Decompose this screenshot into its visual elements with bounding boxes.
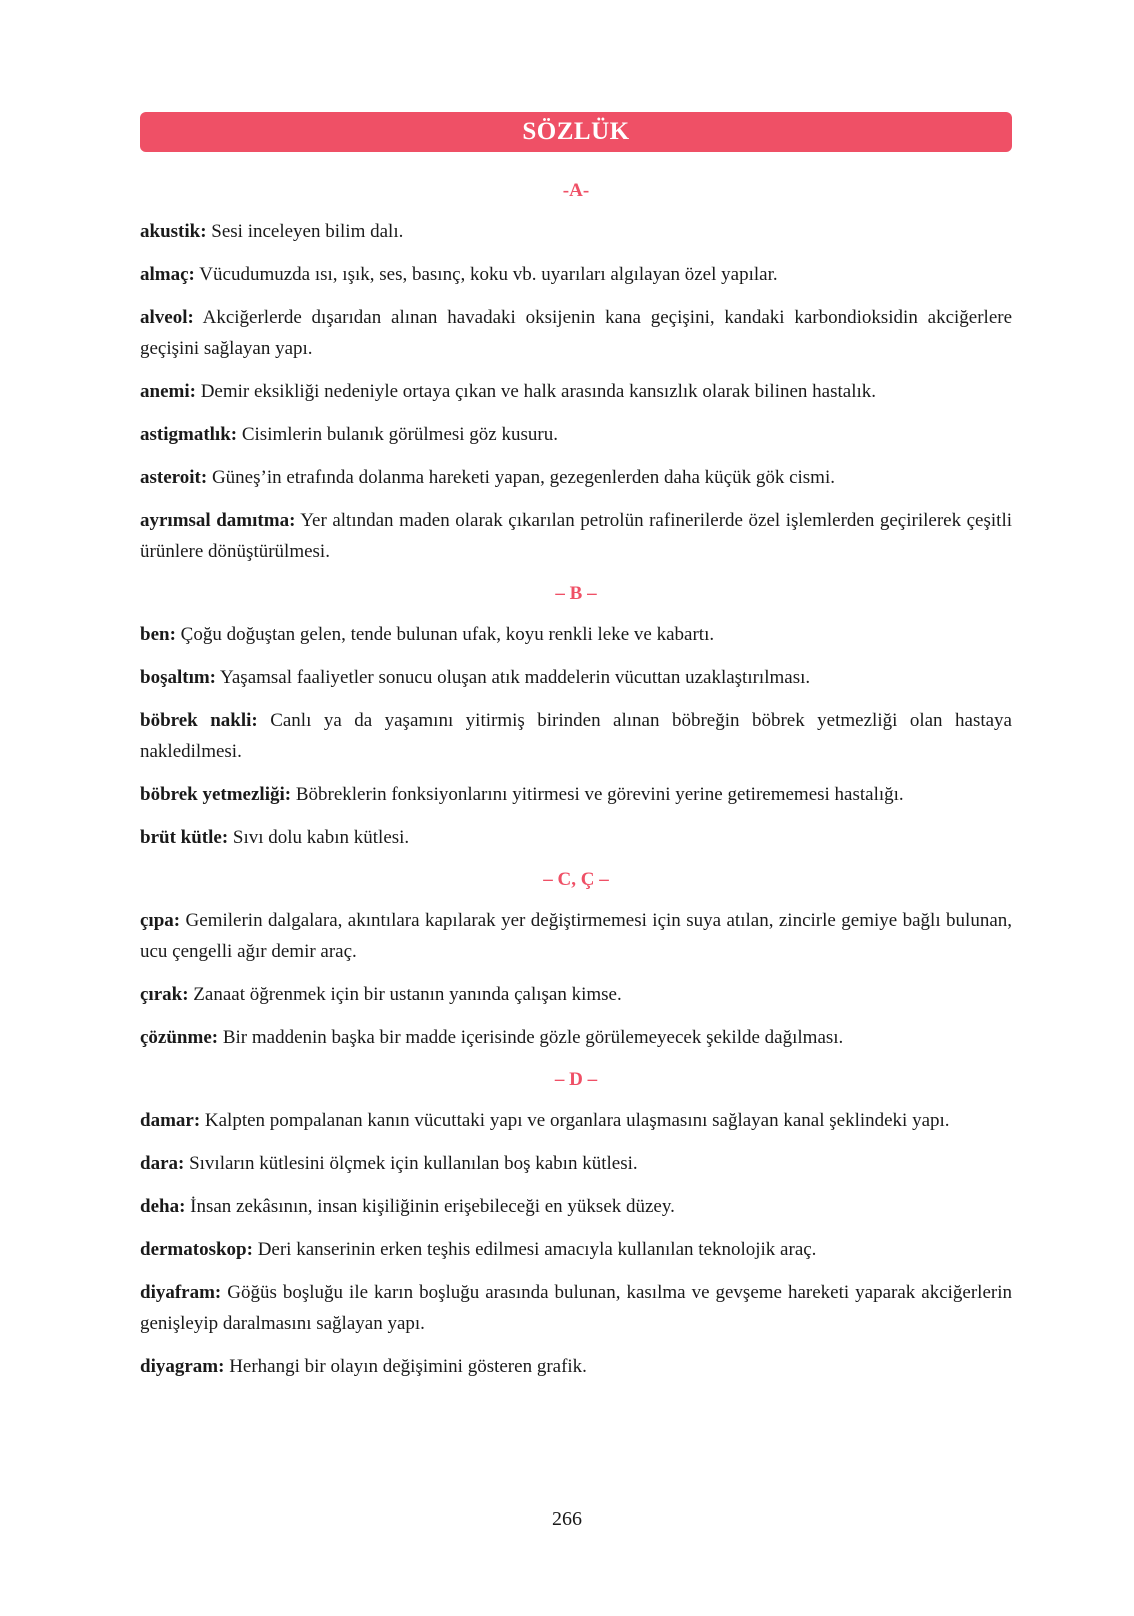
entry-term: böbrek nakli: xyxy=(140,710,258,731)
glossary-entry xyxy=(140,462,1012,493)
glossary-entry xyxy=(140,905,1012,967)
glossary-entry xyxy=(140,662,1012,693)
glossary-entry xyxy=(140,1277,1012,1339)
entry-term: böbrek yetmezliği: xyxy=(140,784,292,805)
entry-term: boşaltım: xyxy=(140,667,216,688)
entry-term: akustik: xyxy=(140,221,207,242)
entry-term: asteroit: xyxy=(140,467,208,488)
entry-definition: Akciğerlerde dışarıdan alınan havadaki oksijenin kana geçişini, kandaki karbondioksidin akciğerlere geçişini sağlayan yapı. xyxy=(140,307,1013,359)
section-letter-d: – D – xyxy=(554,1069,598,1090)
entry-term: dara: xyxy=(140,1153,185,1174)
entry-term: dermatoskop: xyxy=(140,1239,253,1260)
entry-term: ayrımsal damıtma: xyxy=(140,510,296,531)
entry-term: çözünme: xyxy=(140,1027,219,1048)
entry-definition: Yer altından maden olarak çıkarılan petrolün rafinerilerde özel işlemlerden geçirilerek çeşitli ürünlere dönüştürülmesi. xyxy=(140,510,1012,562)
glossary-entry xyxy=(140,216,1012,247)
entry-definition: Böbreklerin fonksiyonlarını yitirmesi ve görevini yerine getirememesi hastalığı. xyxy=(295,784,904,805)
entry-term: diyagram: xyxy=(140,1356,225,1377)
section-b xyxy=(140,581,1012,853)
entry-term: brüt kütle: xyxy=(140,827,229,848)
entry-term: alveol: xyxy=(140,307,194,328)
entry-term: diyafram: xyxy=(140,1282,222,1303)
glossary-entry xyxy=(140,779,1012,810)
glossary-entry xyxy=(140,505,1012,567)
entry-term: çırak: xyxy=(140,984,189,1005)
section-letter-a: -A- xyxy=(562,180,590,201)
entry-definition: Çoğu doğuştan gelen, tende bulunan ufak, koyu renkli leke ve kabartı. xyxy=(180,624,715,645)
glossary-entry xyxy=(140,979,1012,1010)
glossary-entry xyxy=(140,1191,1012,1222)
section-a xyxy=(140,178,1012,567)
entry-term: damar: xyxy=(140,1110,201,1131)
entry-term: astigmatlık: xyxy=(140,424,238,445)
entry-definition: Sesi inceleyen bilim dalı. xyxy=(211,221,404,242)
entry-definition: Kalpten pompalanan kanın vücuttaki yapı ve organlara ulaşmasını sağlayan kanal şeklindeki yapı. xyxy=(204,1110,950,1131)
section-c xyxy=(140,867,1012,1053)
page-number: 266 xyxy=(552,1508,582,1530)
entry-definition: Deri kanserinin erken teşhis edilmesi amacıyla kullanılan teknolojik araç. xyxy=(257,1239,817,1260)
entry-definition: Bir maddenin başka bir madde içerisinde gözle görülemeyecek şekilde dağılması. xyxy=(222,1027,844,1048)
glossary-entry xyxy=(140,302,1012,364)
glossary-content xyxy=(140,178,1012,1396)
glossary-entry xyxy=(140,419,1012,450)
entry-definition: Zanaat öğrenmek için bir ustanın yanında çalışan kimse. xyxy=(193,984,622,1005)
entry-definition: Demir eksikliği nedeniyle ortaya çıkan ve halk arasında kansızlık olarak bilinen hastalık. xyxy=(200,381,877,402)
entry-definition: Sıvı dolu kabın kütlesi. xyxy=(232,827,410,848)
entry-definition: Canlı ya da yaşamını yitirmiş birinden alınan böbreğin böbrek yetmezliği olan hastaya nakledilmesi. xyxy=(140,710,1012,762)
glossary-entry xyxy=(140,1022,1012,1053)
glossary-entry xyxy=(140,822,1012,853)
glossary-entry xyxy=(140,619,1012,650)
entry-definition: Cisimlerin bulanık görülmesi göz kusuru. xyxy=(241,424,558,445)
entry-term: çıpa: xyxy=(140,910,181,931)
entry-definition: Güneş’in etrafında dolanma hareketi yapan, gezegenlerden daha küçük gök cismi. xyxy=(211,467,835,488)
section-letter-b: – B – xyxy=(555,583,597,604)
entry-definition: Göğüs boşluğu ile karın boşluğu arasında bulunan, kasılma ve gevşeme hareketi yaparak akciğerlerin genişleyip daralmasını sağlayan yapı. xyxy=(140,1282,1012,1334)
glossary-entry xyxy=(140,1148,1012,1179)
section-letter-c: – C, Ç – xyxy=(543,869,609,890)
glossary-entry xyxy=(140,1234,1012,1265)
glossary-title-bar xyxy=(140,112,1012,152)
glossary-entry xyxy=(140,376,1012,407)
entry-term: anemi: xyxy=(140,381,196,402)
glossary-entry xyxy=(140,1105,1012,1136)
entry-definition: Vücudumuzda ısı, ışık, ses, basınç, koku vb. uyarıları algılayan özel yapılar. xyxy=(199,264,778,285)
entry-definition: Yaşamsal faaliyetler sonucu oluşan atık maddelerin vücuttan uzaklaştırılması. xyxy=(220,667,811,688)
entry-definition: Sıvıların kütlesini ölçmek için kullanılan boş kabın kütlesi. xyxy=(189,1153,638,1174)
entry-term: deha: xyxy=(140,1196,186,1217)
section-d xyxy=(140,1067,1012,1382)
glossary-entry xyxy=(140,259,1012,290)
entry-term: almaç: xyxy=(140,264,195,285)
glossary-entry xyxy=(140,705,1012,767)
glossary-entry xyxy=(140,1351,1012,1382)
entry-definition: Herhangi bir olayın değişimini gösteren grafik. xyxy=(229,1356,587,1377)
entry-definition: Gemilerin dalgalara, akıntılara kapılarak yer değiştirmemesi için suya atılan, zincirle gemiye bağlı bulunan, ucu çengelli ağır demir araç. xyxy=(140,910,1013,962)
page-title: SÖZLÜK xyxy=(522,118,630,145)
entry-term: ben: xyxy=(140,624,176,645)
entry-definition: İnsan zekâsının, insan kişiliğinin erişebileceği en yüksek düzey. xyxy=(190,1196,675,1217)
